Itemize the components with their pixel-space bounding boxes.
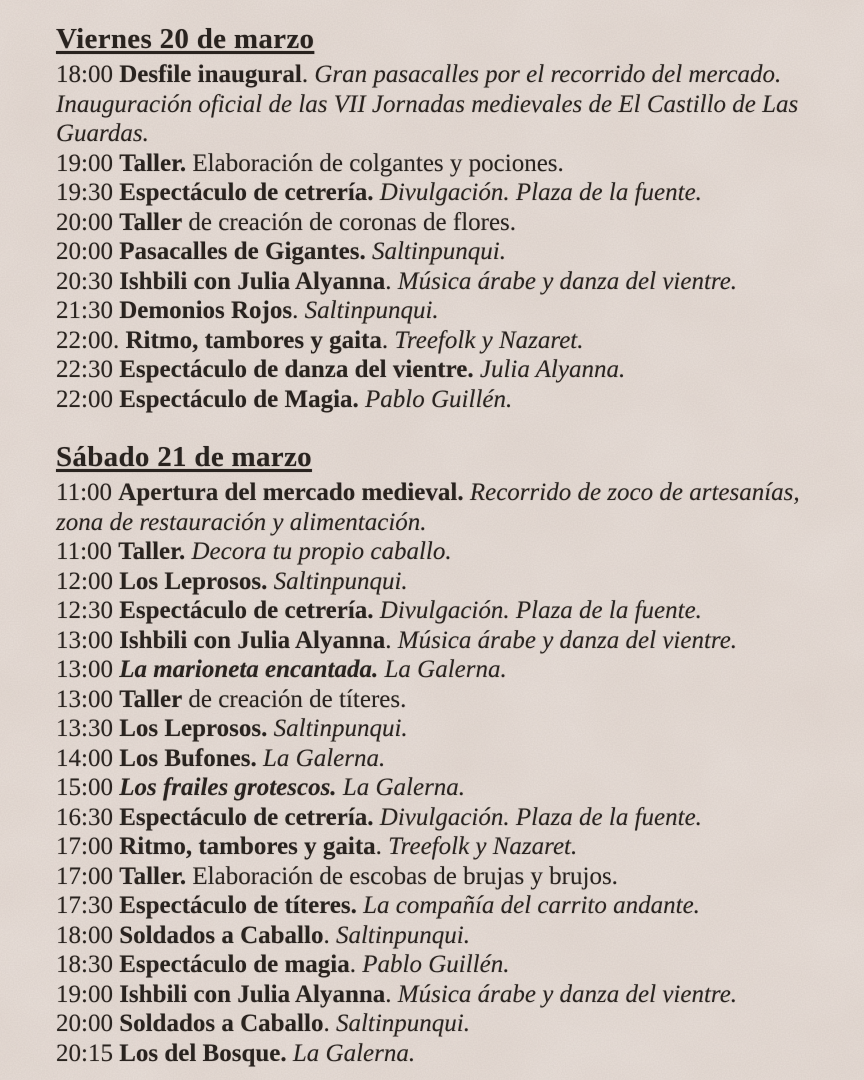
schedule-section-0	[56, 22, 838, 414]
event-list	[56, 60, 838, 414]
event-row	[56, 296, 838, 326]
event-description: Pablo Guillén.	[362, 951, 510, 978]
event-row	[56, 385, 838, 415]
event-description: Saltinpunqui.	[335, 921, 470, 949]
event-row	[56, 950, 838, 980]
event-title: Apertura del mercado medieval.	[118, 479, 464, 506]
event-row	[56, 714, 838, 744]
event-time: 22:30	[56, 356, 113, 383]
event-row	[56, 773, 838, 803]
event-row	[56, 478, 838, 537]
event-separator: .	[375, 833, 389, 860]
event-time: 13:00	[56, 656, 113, 683]
event-title: Desfile inaugural	[119, 61, 302, 88]
event-row	[56, 655, 838, 685]
event-title: Ritmo, tambores y gaita	[119, 833, 376, 860]
event-title: Soldados a Caballo	[119, 1010, 324, 1037]
event-time: 12:30	[56, 597, 113, 624]
event-description: La Galerna.	[292, 1039, 416, 1067]
event-row	[56, 326, 838, 356]
event-title: Espectáculo de magia	[119, 951, 350, 978]
event-description: Recorrido de zoco de artesanías, zona de restauración y alimentación.	[56, 479, 800, 536]
event-title: Soldados a Caballo	[119, 921, 324, 949]
event-title: Ritmo, tambores y gaita	[125, 326, 382, 354]
event-row	[56, 267, 838, 297]
event-row	[56, 862, 838, 892]
event-time: 17:30	[56, 892, 113, 919]
event-row	[56, 567, 838, 597]
event-title: Los frailes grotescos.	[119, 774, 337, 801]
event-description: Gran pasacalles por el recorrido del mercado. Inauguración oficial de las VII Jornadas medievales de El Castillo de Las Guardas.	[56, 61, 799, 147]
event-title: Los del Bosque.	[119, 1039, 287, 1067]
event-title: Demonios Rojos	[119, 297, 293, 324]
event-description: Treefolk y Nazaret.	[394, 326, 584, 354]
event-row	[56, 980, 838, 1010]
event-description: Música árabe y danza del vientre.	[397, 267, 738, 295]
event-row	[56, 178, 838, 208]
event-title: Espectáculo de cetrería.	[119, 179, 374, 206]
event-title: Ishbili con Julia Alyanna	[119, 980, 386, 1008]
event-description: Música árabe y danza del vientre.	[397, 980, 738, 1008]
event-description: Treefolk y Nazaret.	[388, 833, 578, 860]
event-description: Decora tu propio caballo.	[191, 538, 452, 565]
event-time: 20:00	[56, 238, 113, 265]
event-title: Pasacalles de Gigantes.	[119, 238, 366, 265]
event-time: 20:00	[56, 208, 113, 236]
event-description: Divulgación. Plaza de la fuente.	[379, 597, 702, 624]
event-title: Espectáculo de Magia.	[119, 385, 359, 413]
event-row	[56, 744, 838, 774]
event-row	[56, 537, 838, 567]
schedule-section-1	[56, 440, 838, 1068]
event-title: Espectáculo de títeres.	[119, 892, 357, 919]
event-time: 20:30	[56, 267, 113, 295]
event-description: Saltinpunqui.	[273, 715, 408, 742]
event-title: Ishbili con Julia Alyanna	[119, 626, 386, 654]
event-title: Taller	[119, 208, 183, 236]
event-time: 17:00	[56, 862, 113, 890]
event-description: Saltinpunqui.	[304, 297, 439, 324]
event-time: 15:00	[56, 774, 113, 801]
event-row	[56, 803, 838, 833]
event-row	[56, 1009, 838, 1039]
event-title: Taller.	[119, 862, 187, 890]
event-separator: .	[323, 1010, 336, 1037]
event-title: Los Bufones.	[119, 744, 257, 772]
event-time: 22:00.	[56, 326, 120, 354]
event-description: Saltinpunqui.	[371, 238, 507, 265]
event-row	[56, 208, 838, 238]
event-separator: .	[349, 951, 363, 978]
event-time: 18:00	[56, 61, 113, 88]
event-title: La marioneta encantada.	[119, 656, 379, 683]
event-time: 17:00	[56, 833, 113, 860]
event-description: Elaboración de escobas de brujas y brujos.	[192, 862, 618, 890]
event-title: Los Leprosos.	[119, 715, 268, 742]
event-title: Taller	[119, 685, 183, 713]
event-time: 14:00	[56, 744, 113, 772]
event-row	[56, 685, 838, 715]
event-time: 22:00	[56, 385, 113, 413]
event-title: Los Leprosos.	[119, 567, 268, 595]
event-title: Taller.	[119, 149, 187, 177]
event-description: La compañía del carrito andante.	[363, 892, 700, 919]
event-description: Saltinpunqui.	[273, 567, 408, 595]
event-time: 13:00	[56, 626, 113, 654]
event-row	[56, 626, 838, 656]
event-separator: .	[385, 980, 398, 1008]
event-time: 18:00	[56, 921, 113, 949]
event-description: La Galerna.	[342, 774, 466, 801]
event-time: 11:00	[56, 538, 113, 565]
event-description: de creación de coronas de flores.	[188, 208, 517, 236]
event-row	[56, 149, 838, 179]
event-time: 13:30	[56, 715, 113, 742]
event-time: 19:30	[56, 179, 113, 206]
event-row	[56, 355, 838, 385]
event-separator: .	[381, 326, 395, 354]
event-time: 20:15	[56, 1039, 113, 1067]
event-title: Ishbili con Julia Alyanna	[119, 267, 386, 295]
event-description: Divulgación. Plaza de la fuente.	[379, 179, 702, 206]
event-row	[56, 891, 838, 921]
event-description: Música árabe y danza del vientre.	[397, 626, 738, 654]
event-title: Espectáculo de cetrería.	[119, 597, 374, 624]
event-time: 20:00	[56, 1010, 113, 1037]
event-description: Pablo Guillén.	[365, 385, 513, 413]
event-time: 13:00	[56, 685, 113, 713]
event-separator: .	[385, 267, 398, 295]
event-description: La Galerna.	[384, 656, 507, 683]
event-time: 19:00	[56, 149, 113, 177]
event-title: Espectáculo de cetrería.	[119, 803, 374, 831]
event-description: Julia Alyanna.	[479, 356, 626, 383]
event-description: La Galerna.	[263, 744, 386, 772]
event-separator: .	[323, 921, 336, 949]
event-time: 16:30	[56, 803, 113, 831]
event-row	[56, 237, 838, 267]
section-heading: Viernes 20 de marzo	[56, 23, 315, 55]
event-row	[56, 596, 838, 626]
section-heading: Sábado 21 de marzo	[56, 441, 312, 473]
event-row	[56, 921, 838, 951]
event-separator: .	[385, 626, 398, 654]
event-row	[56, 1039, 838, 1069]
event-description: Divulgación. Plaza de la fuente.	[379, 803, 702, 831]
event-time: 11:00	[56, 479, 113, 506]
event-title: Taller.	[118, 538, 186, 565]
event-time: 18:30	[56, 951, 113, 978]
event-time: 19:00	[56, 980, 113, 1008]
event-separator: .	[292, 297, 305, 324]
event-separator: .	[301, 61, 315, 88]
event-row	[56, 832, 838, 862]
event-time: 12:00	[56, 567, 113, 595]
event-title: Espectáculo de danza del vientre.	[119, 356, 474, 383]
event-list	[56, 478, 838, 1068]
event-description: Elaboración de colgantes y pociones.	[192, 149, 564, 177]
event-time: 21:30	[56, 297, 113, 324]
event-description: Saltinpunqui.	[335, 1010, 470, 1037]
event-description: de creación de títeres.	[188, 685, 407, 713]
event-row	[56, 60, 838, 149]
